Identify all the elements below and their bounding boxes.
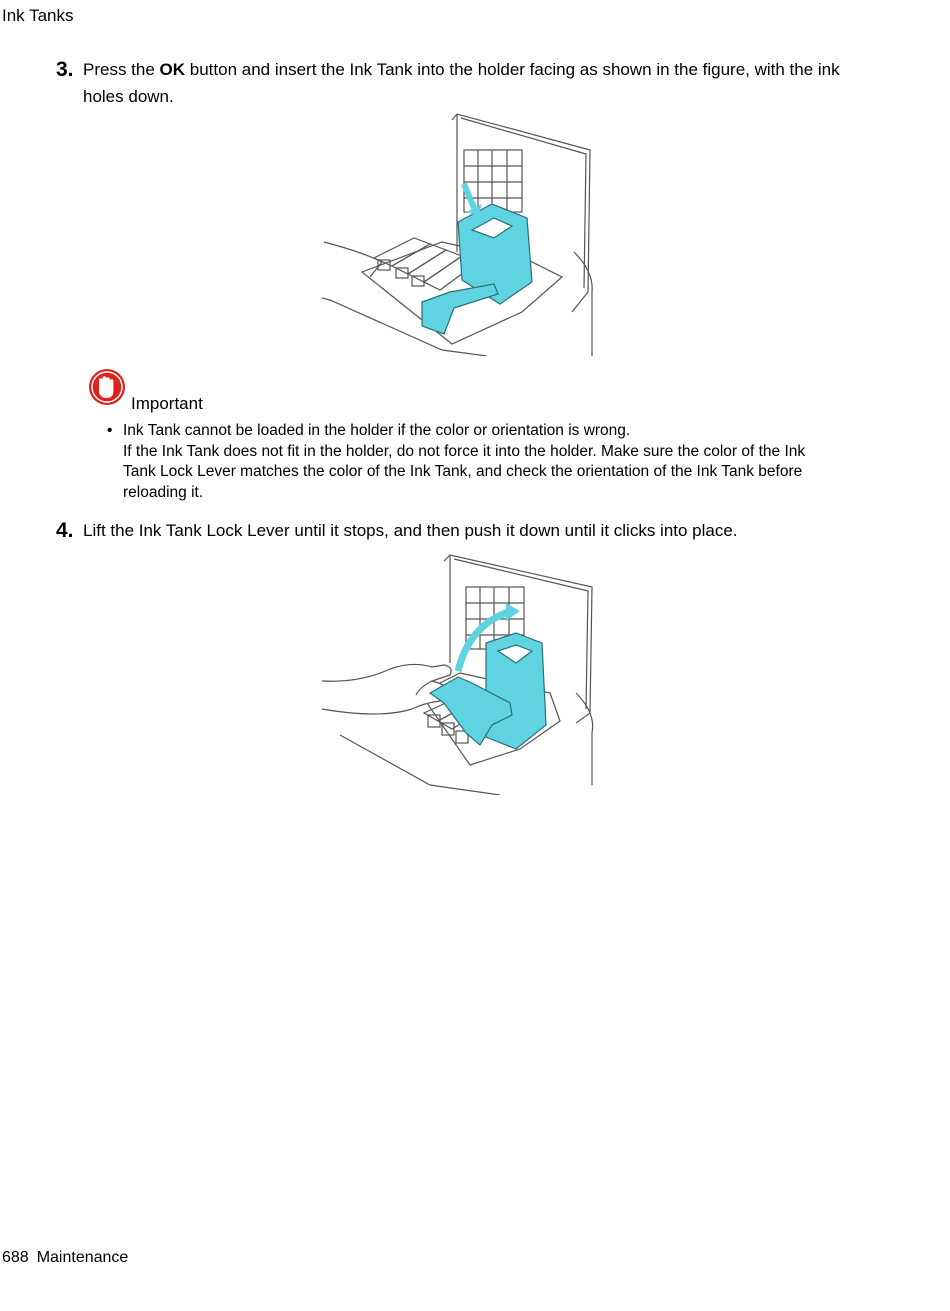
page-footer [2,1249,128,1267]
important-hand-icon [88,368,126,406]
bullet: • [107,422,113,439]
step-text: Press the OK button and insert the Ink Tank into the holder facing as shown in the figure, with the ink holes down. [83,60,840,106]
ok-button-label: OK [159,60,186,79]
important-title: Important [131,394,203,413]
step-number: 4. [56,519,74,542]
important-line-1: Ink Tank cannot be loaded in the holder if the color or orientation is wrong. [123,422,631,439]
step-text: Lift the Ink Tank Lock Lever until it stops, and then push it down until it clicks into place. [83,521,738,540]
page-number: 688 [2,1249,29,1266]
list-item [107,421,827,503]
section-name: Maintenance [36,1249,129,1266]
step-number: 3. [56,58,74,81]
page-header: Ink Tanks [2,6,74,25]
insert-ink-tank-figure [322,112,594,356]
important-list [107,421,827,503]
important-line-2: If the Ink Tank does not fit in the holder, do not force it into the holder. Make sure the color of the Ink Tank Lock Lever matches the color of the Ink Tank, and check the orientation of the Ink Tank before reloading it. [123,442,806,501]
lock-lever-figure [320,553,596,795]
